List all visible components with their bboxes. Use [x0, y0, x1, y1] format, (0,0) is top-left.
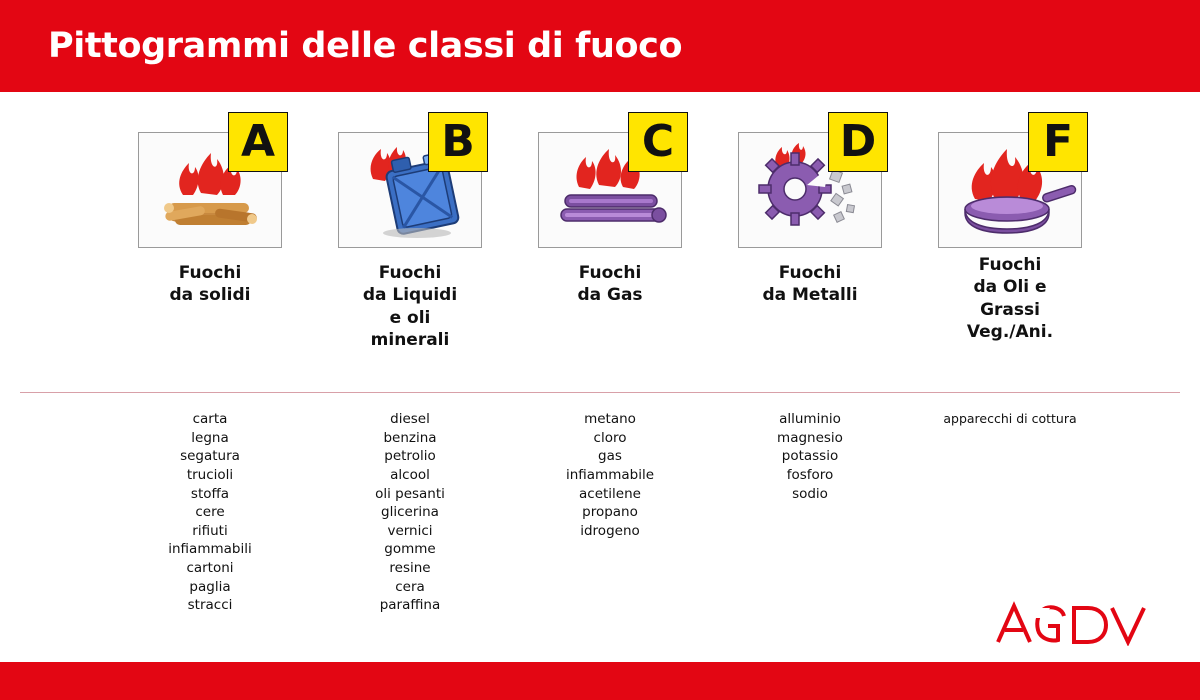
example-item: gomme — [384, 541, 436, 558]
example-item: cere — [195, 504, 225, 521]
example-item: stoffa — [190, 485, 230, 502]
example-item: rifiuti — [192, 522, 228, 539]
example-item: legna — [191, 429, 229, 446]
class-title-a — [125, 262, 295, 307]
class-title-f — [925, 254, 1095, 344]
example-item: diesel — [390, 411, 430, 427]
section-divider — [20, 392, 1180, 393]
example-item: cloro — [593, 429, 627, 446]
fire-class-column-c — [510, 112, 710, 307]
fire-class-column-a — [110, 112, 310, 307]
pictogram-d — [738, 112, 882, 248]
class-title-line: da Oli e — [973, 277, 1047, 298]
class-title-b — [325, 262, 495, 352]
example-item: infiammabili — [168, 541, 252, 558]
fire-class-column-d — [710, 112, 910, 307]
fire-class-column-b — [310, 112, 510, 352]
class-title-c — [525, 262, 695, 307]
pictogram-b — [338, 112, 482, 248]
example-item: stracci — [187, 597, 233, 614]
footer-bar — [0, 662, 1200, 700]
example-item: apparecchi di cottura — [943, 411, 1077, 426]
example-item: paraffina — [379, 597, 441, 614]
class-title-line: e oli — [389, 307, 431, 328]
content-card — [0, 92, 1200, 662]
fire-class-column-f — [910, 112, 1110, 344]
example-item: gas — [598, 448, 622, 465]
class-title-line: da solidi — [169, 285, 251, 306]
class-title-line: Fuochi — [778, 263, 842, 283]
example-item: glicerina — [381, 504, 439, 521]
class-letter-f: F — [1028, 112, 1088, 172]
class-title-line: da Gas — [577, 285, 643, 306]
example-item: segatura — [180, 448, 240, 465]
class-title-line: minerali — [370, 330, 450, 351]
examples-list-d — [710, 410, 910, 503]
class-title-d — [725, 262, 895, 307]
class-title-line: Fuochi — [978, 255, 1042, 275]
example-item: alluminio — [779, 411, 841, 427]
examples-list-f — [910, 410, 1110, 427]
class-title-line: Fuochi — [378, 263, 442, 283]
example-item: oli pesanti — [375, 485, 445, 502]
class-title-line: da Metalli — [762, 285, 858, 306]
pictogram-c — [538, 112, 682, 248]
example-item: magnesio — [777, 429, 843, 446]
class-title-line: Grassi — [980, 299, 1040, 320]
example-item: trucioli — [186, 466, 234, 483]
example-item: cartoni — [186, 560, 234, 576]
fire-class-examples — [110, 410, 1110, 615]
pictogram-f — [938, 112, 1082, 248]
class-title-line: Fuochi — [578, 263, 642, 283]
example-item: potassio — [781, 448, 839, 465]
examples-list-c — [510, 410, 710, 540]
example-item: acetilene — [579, 485, 641, 502]
example-item: metano — [584, 411, 636, 427]
example-item: vernici — [387, 522, 433, 539]
example-item: resine — [389, 560, 431, 576]
examples-list-a — [110, 410, 310, 615]
example-item: petrolio — [384, 448, 436, 465]
example-item: carta — [192, 411, 228, 427]
example-item: cera — [395, 578, 425, 595]
example-item: infiammabile — [565, 466, 655, 483]
class-title-line: Fuochi — [178, 263, 242, 283]
example-item: paglia — [189, 578, 231, 595]
example-item: fosforo — [786, 466, 834, 483]
example-item: idrogeno — [580, 522, 640, 539]
example-item: alcool — [390, 466, 430, 483]
example-item: propano — [582, 504, 638, 521]
example-item: benzina — [383, 429, 437, 446]
example-item: sodio — [792, 485, 828, 502]
class-letter-c: C — [628, 112, 688, 172]
agdv-logo — [992, 600, 1152, 646]
class-title-line: da Liquidi — [362, 285, 458, 306]
pictogram-a — [138, 112, 282, 248]
class-title-line: Veg./Ani. — [966, 322, 1054, 343]
class-letter-b: B — [428, 112, 488, 172]
header-bar — [0, 0, 1200, 92]
class-letter-a: A — [228, 112, 288, 172]
class-letter-d: D — [828, 112, 888, 172]
fire-class-columns — [110, 112, 1110, 352]
examples-list-b — [310, 410, 510, 615]
page-title: Pittogrammi delle classi di fuoco — [48, 26, 683, 66]
